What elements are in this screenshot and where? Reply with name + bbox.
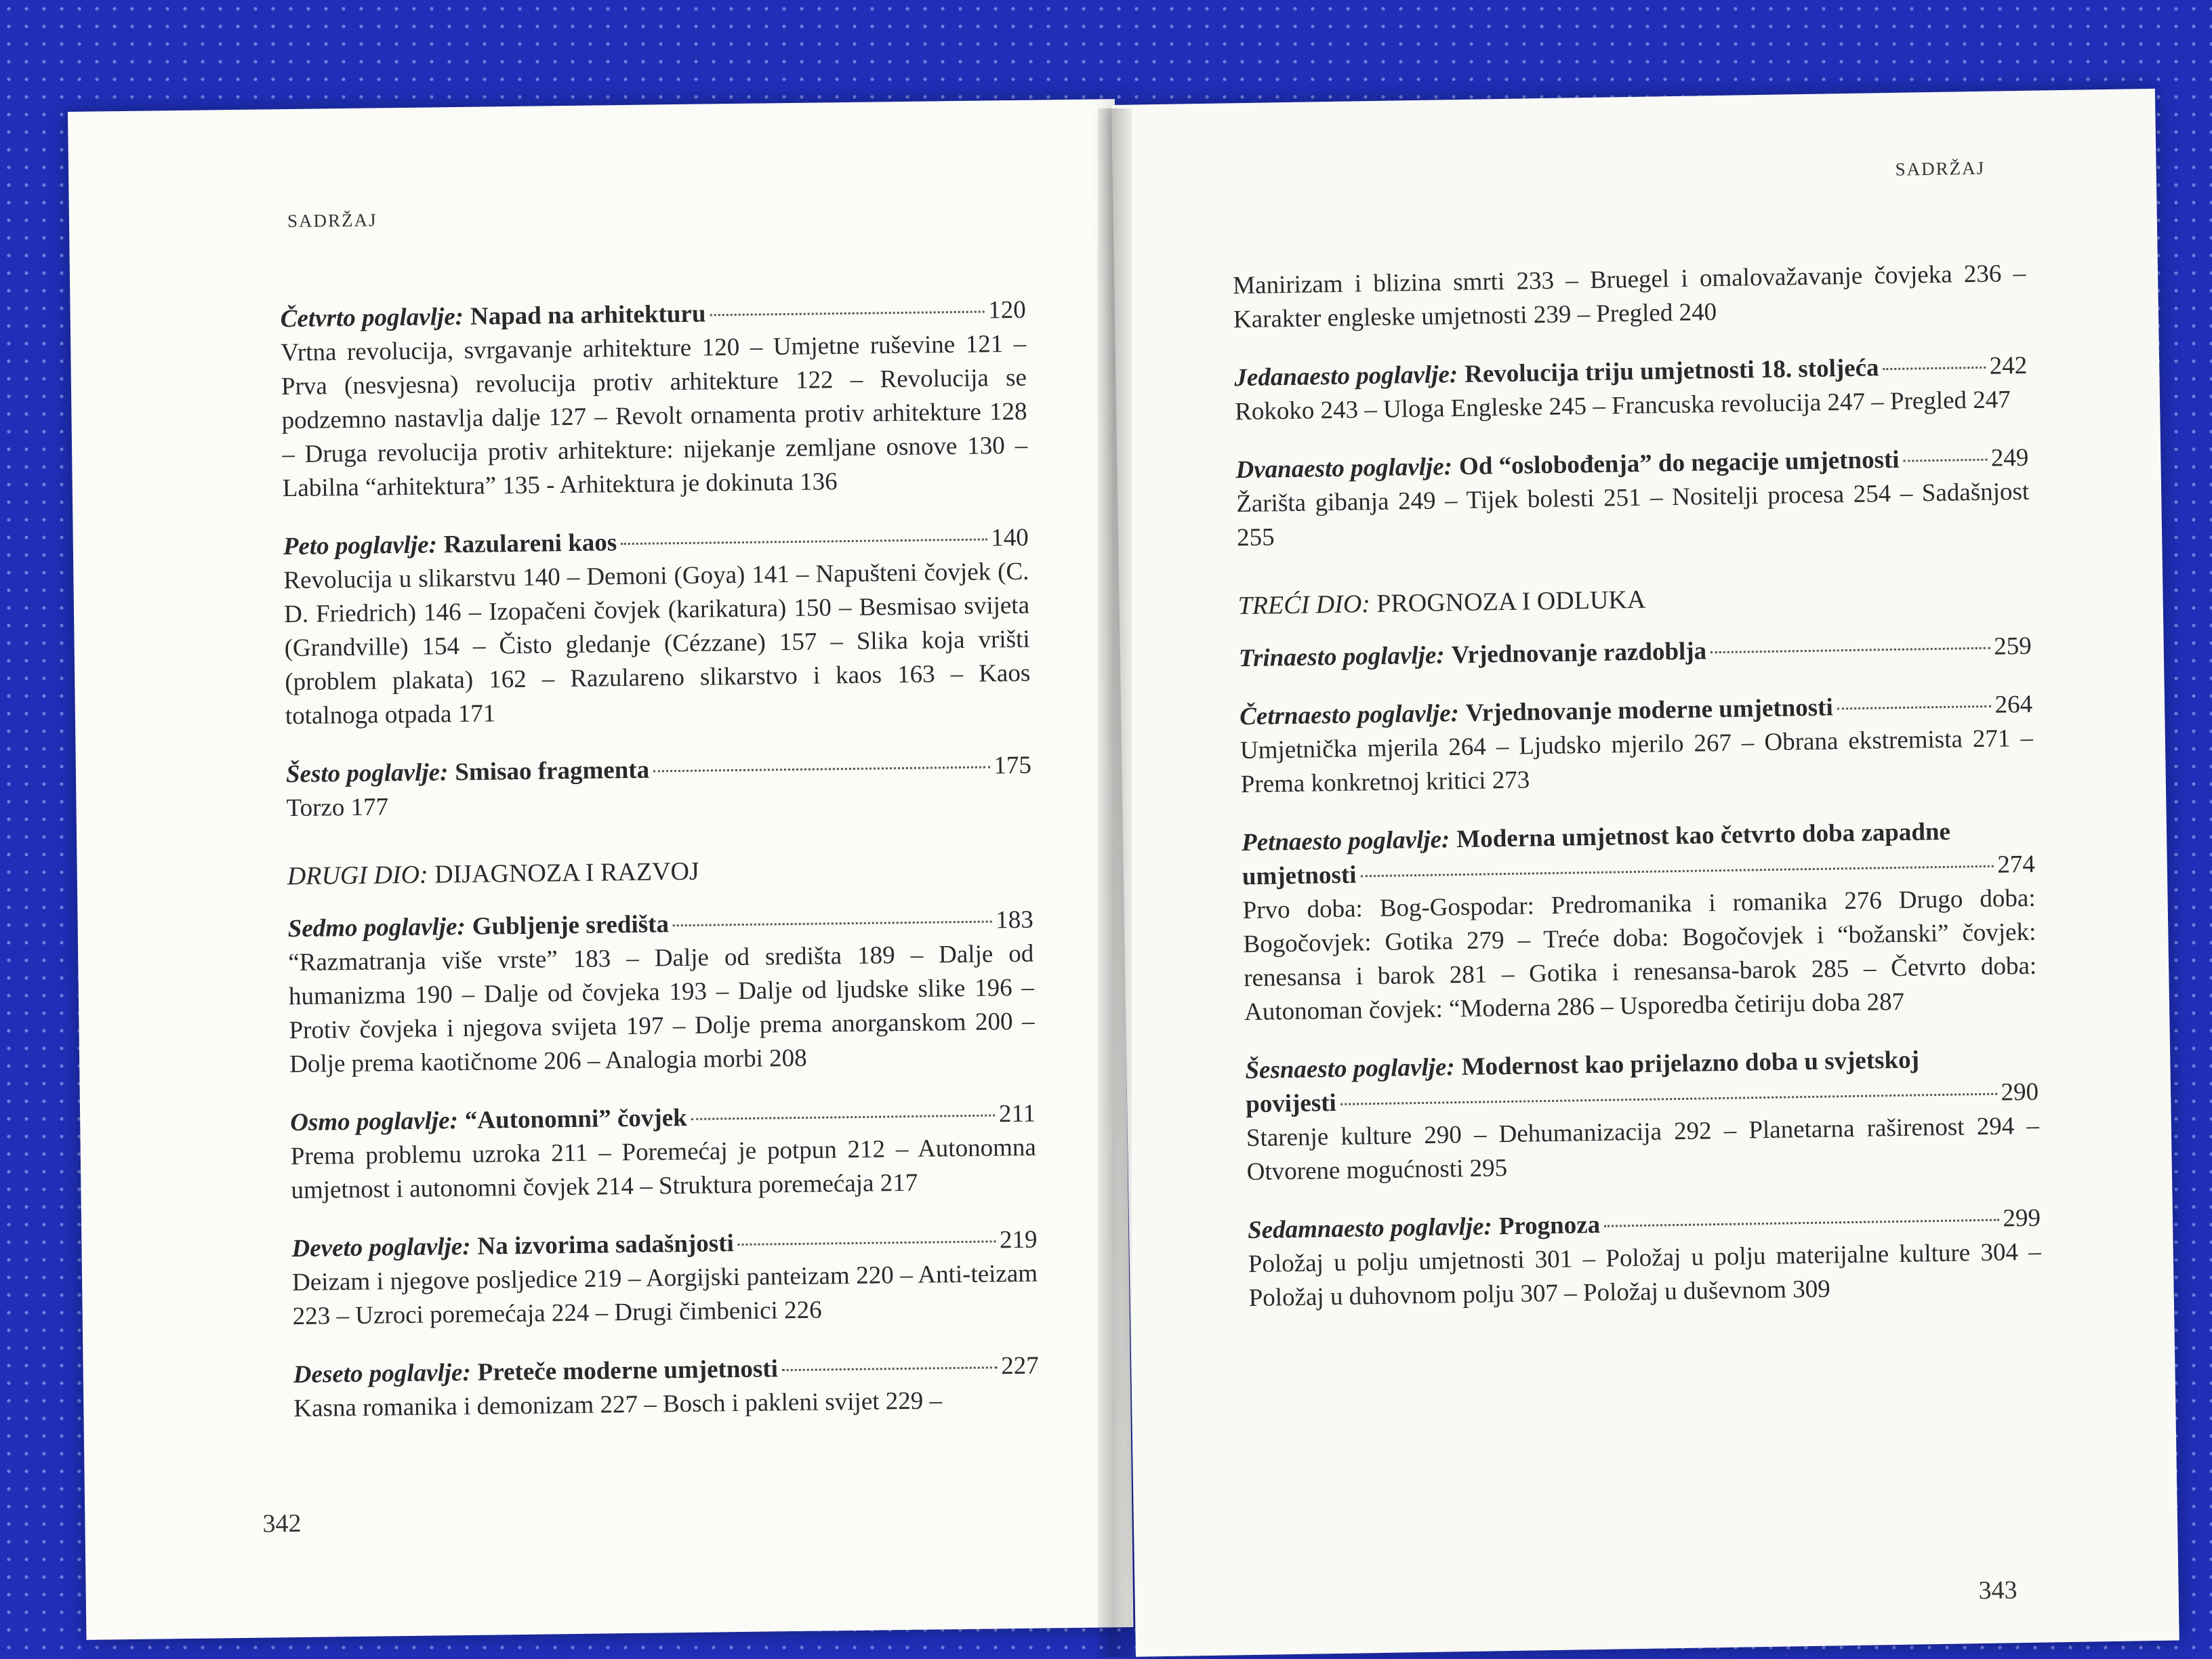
chapter-sections: Rokoko 243 – Uloga Engleske 245 – Francuska revolucija 247 – Pregled 247 (1234, 386, 2011, 426)
part-title: PROGNOZA I ODLUKA (1376, 585, 1646, 618)
chapter-label: Peto poglavlje: (283, 531, 438, 561)
dot-leader (782, 1366, 997, 1371)
chapter-sections: Vrtna revolucija, svrgavanje arhitekture 120 – Umjetne ruševine 121 – Prva (nesvjesna) revolucija protiv arhitekture 122 – Revolucija se podzemno nastavlja dalje 127 – Revolt ornamenta protiv arhitekture 128 – Druga revolucija protiv arhitekture: nijekanje zemljane osnove 130 – Labilna “arhitektura” 135 - Arhitektura je dokinuta 136 (281, 329, 1028, 503)
chapter-label: Šesto poglavlje: (285, 758, 449, 789)
running-header-right: SADRŽAJ (1895, 157, 1986, 180)
chapter-label: Jedanaesto poglavlje: (1234, 361, 1458, 392)
dot-leader (710, 311, 984, 316)
chapter-title: Prognoza (1498, 1210, 1601, 1241)
dot-leader (1883, 367, 1986, 370)
chapter-page: 175 (994, 751, 1032, 780)
chapter-page: 120 (987, 295, 1026, 325)
chapter-title: Na izvorima sadašnjosti (477, 1229, 734, 1261)
chapter-sections: Manirizam i blizina smrti 233 – Bruegel i omalovažavanje čovjeka 236 – Karakter engleske umjetnosti 239 – Pregled 240 (1232, 259, 2026, 334)
chapter-label: Šesnaesto poglavlje: (1245, 1053, 1456, 1085)
chapter-page: 242 (1989, 351, 2028, 380)
chapter-page: 264 (1994, 690, 2033, 719)
chapter-sections: Deizam i njegove posljedice 219 – Aorgijski panteizam 220 – Anti-teizam 223 – Uzroci poremećaja 224 – Drugi čimbenici 226 (291, 1259, 1038, 1331)
chapter-sections: Kasna romanika i demonizam 227 – Bosch i pakleni svijet 229 – (293, 1387, 943, 1423)
chapter-sections: Žarišta gibanja 249 – Tijek bolesti 251 – Nositelji procesa 254 – Sadašnjost 255 (1235, 477, 2030, 552)
chapter-label: Četvrto poglavlje: (280, 302, 464, 333)
toc-entry (287, 903, 1035, 1082)
chapter-title: Revolucija triju umjetnosti 18. stoljeća (1464, 354, 1879, 388)
chapter-page: 259 (1993, 632, 2032, 661)
chapter-label: Osmo poglavlje: (289, 1107, 459, 1137)
chapter-page: 140 (991, 523, 1029, 552)
chapter-page: 227 (1000, 1351, 1039, 1380)
chapter-page: 219 (999, 1225, 1038, 1254)
chapter-sections: Prema problemu uzroka 211 – Poremećaj je potpun 212 – Autonomna umjetnost i autonomni čovjek 214 – Struktura poremećaja 217 (290, 1133, 1037, 1205)
chapter-sections: “Razmatranja više vrste” 183 – Dalje od središta 189 – Dalje od humanizma 190 – Dalje od čovjeka 193 – Dalje od ljudske slike 196 – Protiv čovjeka i njegova svijeta 197 – Dolje prema anorganskom 200 – Dolje prema kaotičnome 206 – Analogia morbi 208 (288, 939, 1035, 1079)
dot-leader (1604, 1219, 1999, 1227)
right-page (1111, 89, 2179, 1657)
chapter-title-line (1238, 630, 2032, 676)
chapter-title-cont: umjetnosti (1242, 861, 1357, 891)
chapter-title: Moderna umjetnost kao četvrto doba zapadne (1456, 817, 1951, 854)
chapter-title: Razulareni kaos (443, 529, 617, 559)
toc-entry (1235, 441, 2030, 555)
part-label: TREĆI DIO: (1237, 590, 1371, 621)
toc-entry (1238, 630, 2032, 676)
dot-leader (1360, 865, 1993, 878)
chapter-label: Petnaesto poglavlje: (1241, 825, 1450, 857)
part-title: DIJAGNOZA I RAZVOJ (434, 857, 699, 889)
page-number-right: 343 (1978, 1576, 2018, 1605)
left-toc (280, 293, 1040, 1450)
toc-entry (286, 749, 1032, 825)
dot-leader (1340, 1093, 1997, 1105)
toc-entry (291, 1223, 1038, 1334)
chapter-page: 211 (998, 1099, 1036, 1128)
dot-leader (1904, 459, 1987, 462)
chapter-page: 183 (995, 905, 1033, 935)
chapter-sections: Revolucija u slikarstvu 140 – Demoni (Goya) 141 – Napušteni čovjek (C. D. Friedrich) 146 – Izopačeni čovjek (karikatura) 150 – Besmisao svijeta (Grandville) 154 – Čisto gledanje (Cézzane) 157 – Slika koja vrišti (problem plakata) 162 – Razulareno slikarstvo i kaos 163 – Kaos totalnoga otpada 171 (283, 557, 1031, 731)
chapter-label: Četrnaesto poglavlje: (1239, 699, 1460, 731)
chapter-title: Napad na arhitekturu (470, 300, 706, 331)
chapter-sections: Starenje kulture 290 – Dehumanizacija 292 – Planetarna raširenost 294 – Otvorene mogućnosti 295 (1246, 1111, 2040, 1187)
chapter-sections: Položaj u polju umjetnosti 301 – Položaj u polju materijalne kulture 304 – Položaj u duhovnom polju 307 – Položaj u duševnom 309 (1248, 1237, 2042, 1313)
chapter-sections: Umjetnička mjerila 264 – Ljudsko mjerilo 267 – Obrana ekstremista 271 – Prema konkretnoj kritici 273 (1240, 724, 2034, 799)
part-heading (1237, 577, 2031, 623)
toc-entry (1233, 257, 2026, 337)
dot-leader (673, 920, 991, 926)
chapter-page: 274 (1996, 850, 2036, 879)
toc-entry (283, 521, 1031, 733)
chapter-title: Modernost kao prijelazno doba u svjetskoj (1461, 1046, 1920, 1082)
chapter-title: Gubljenje središta (472, 910, 670, 941)
chapter-label: Trinaesto poglavlje: (1238, 641, 1445, 673)
toc-entry (1242, 814, 2038, 1029)
chapter-title: “Autonomni” čovjek (464, 1103, 687, 1134)
toc-entry (280, 293, 1028, 506)
dot-leader (738, 1240, 996, 1246)
part-heading (287, 851, 1033, 893)
toc-entry (1245, 1042, 2040, 1189)
right-toc (1233, 257, 2043, 1340)
running-header-left: SADRŽAJ (287, 209, 377, 232)
chapter-page: 249 (1990, 443, 2029, 472)
left-page (68, 99, 1133, 1640)
chapter-label: Deseto poglavlje: (293, 1358, 472, 1389)
chapter-title: Vrjednovanje razdoblja (1451, 637, 1707, 670)
dot-leader (621, 538, 987, 545)
chapter-title: Od “oslobođenja” do negacije umjetnosti (1458, 445, 1900, 481)
chapter-label: Sedmo poglavlje: (287, 912, 466, 943)
page-number-left: 342 (262, 1509, 302, 1538)
chapter-title-cont: povijesti (1245, 1088, 1337, 1119)
chapter-title: Preteče moderne umjetnosti (477, 1355, 779, 1387)
book-gutter (1098, 108, 1132, 1657)
dot-leader (1837, 705, 1991, 710)
dot-leader (653, 766, 989, 772)
chapter-sections: Prvo doba: Bog-Gospodar: Predromanika i romanika 276 Drugo doba: Bogočovjek: Gotika 279 – Treće doba: Bogočovjek i “božanski” čovjek: renesansa i barok 281 – Gotika i renesansa-barok 285 – Četvrto doba: Autonoman čovjek: “Moderna 286 – Usporedba četiriju doba 287 (1242, 884, 2037, 1027)
chapter-title: Smisao fragmenta (455, 756, 650, 787)
dot-leader (691, 1114, 995, 1120)
dot-leader (1711, 647, 1990, 653)
toc-entry (1240, 688, 2034, 802)
chapter-label: Dvanaesto poglavlje: (1235, 453, 1453, 485)
part-label: DRUGI DIO: (287, 860, 428, 891)
toc-entry (1234, 349, 2028, 429)
chapter-label: Deveto poglavlje: (291, 1232, 471, 1263)
toc-entry (290, 1097, 1037, 1208)
chapter-label: Sedamnaesto poglavlje: (1247, 1212, 1493, 1245)
chapter-sections: Torzo 177 (286, 793, 389, 823)
chapter-page: 290 (2001, 1078, 2039, 1107)
toc-entry (293, 1349, 1039, 1426)
chapter-page: 299 (2003, 1204, 2041, 1233)
toc-entry (1248, 1202, 2042, 1315)
chapter-title: Vrjednovanje moderne umjetnosti (1465, 693, 1834, 727)
